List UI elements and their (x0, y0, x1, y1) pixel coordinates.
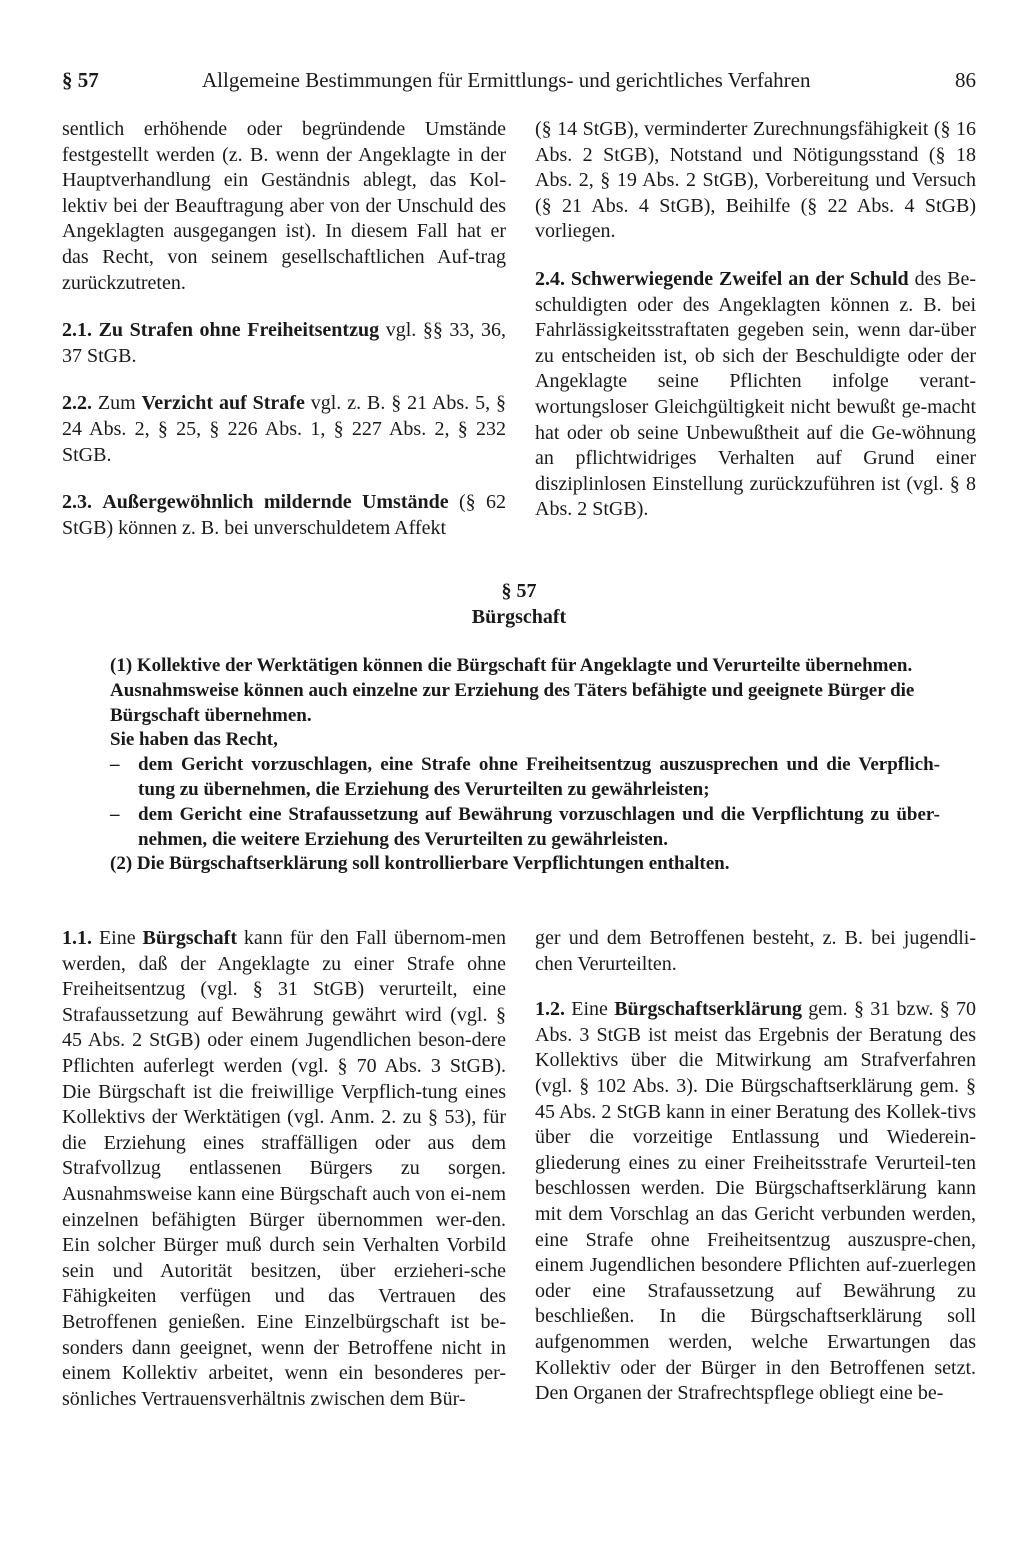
note-text: kann für den Fall übernom-men werden, daß der Angeklagte zu einer Strafe ohne Freiheitsentzug (vgl. § 31 StGB) verurteilt, eine Strafaussetzung auf Bewährung gewährt wird (vgl. § 45 Abs. 2 StGB) oder einem Jugendlichen beson-dere Pflichten auferlegt werden (vgl. § 70 Abs. 3 StGB). Die Bürgschaft ist die freiwillige Verpflich-tung eines Kollektivs der Werktätigen (vgl. Anm. 2. zu § 53), für die Erziehung eines straffälligen oder aus dem Strafvollzug entlassenen Bürgers zu sorgen. Ausnahmsweise kann eine Bürgschaft auch von ei-nem einzelnen befähigten Bürger übernommen wer-den. Ein solcher Bürger muß durch sein Verhalten Vorbild sein und Autorität besitzen, über erzieheri-sche Fähigkeiten verfügen und das Vertrauen des Betroffenen genießen. Eine Einzelbürgschaft ist be-sonders dann geeignet, wenn der Betroffene nicht in einem Kollektiv arbeitet, wenn ein besonderes per-sönliches Vertrauensverhältnis zwischen dem Bür- (62, 927, 507, 1410)
note-2-3 (62, 490, 506, 541)
note-text: gem. § 31 bzw. § 70 Abs. 3 StGB ist meist das Ergebnis der Beratung des Kollektivs über die Mitwirkung am Strafverfahren (vgl. § 102 Abs. 3). Die Bürgschaftserklärung gem. § 45 Abs. 2 StGB kann in einer Beratung des Kollek-tivs über die vorzeitige Entlassung und Wiederein-gliederung eines zu einer Freiheitsstrafe Verurteil-ten beschlossen werden. Die Bürgschaftserklärung kann mit dem Vorschlag an das Gericht verbunden werden, eine Strafe ohne Freiheitsentzug auszuspre-chen, einem Jugendlichen besondere Pflichten auf-zuerlegen oder eine Strafaussetzung auf Bewährung zu beschließen. In die Bürgschaftserklärung soll aufgenommen werden, welche Erwartungen das Kollektiv oder der Bürger in den Betroffenen setzt. Den Organen der Strafrechtspflege obliegt eine be- (535, 998, 977, 1405)
note-text: Eine (98, 927, 136, 949)
note-number: 1.1. (62, 927, 92, 949)
law-list-item (110, 803, 940, 853)
note-2-1 (62, 318, 506, 369)
note-keyword: Verzicht auf Strafe (141, 392, 305, 415)
law-heading (62, 578, 976, 630)
dash-bullet: – (110, 754, 120, 776)
law-sentence: Sie haben das Recht, (110, 729, 278, 751)
law-title: Bürgschaft (471, 606, 567, 628)
column-bottom-left (62, 926, 506, 1412)
note-keyword: Schwerwiegende Zweifel an der Schuld (570, 267, 909, 290)
header-section: § 57 (62, 68, 99, 92)
law-list-item (110, 753, 940, 803)
note-keyword: Bürgschaftserklärung (614, 998, 802, 1021)
dash-bullet: – (110, 803, 120, 825)
note-number: 2.1. (62, 319, 92, 342)
law-paragraph-2: (2) Die Bürgschaftserklärung soll kontrollierbare Verpflichtungen enthalten. (110, 853, 730, 875)
note-text: vgl. z. B. § 21 Abs. 5, § 24 Abs. 2, § 25, § 226 Abs. 1, § 227 Abs. 2, § 232 StGB. (62, 392, 506, 466)
list-item-text: dem Gericht vorzuschlagen, eine Strafe ohne Freiheitsentzug auszusprechen und die Verpflich-tung zu übernehmen, die Erziehung des Verurteilten zu gewährleisten; (138, 754, 940, 800)
law-text (110, 654, 940, 877)
note-text: Zum (97, 392, 136, 415)
column-top-left (62, 117, 506, 541)
paragraph: sentlich erhöhende oder begründende Umstände festgestellt werden (z. B. wenn der Angeklagte in der Hauptverhandlung ein Geständnis ablegt, das Kol-lektiv bei der Beauftragung aber von der Unschuld des Angeklagten ausgegangen ist). In diesem Fall hat er das Recht, von seinem gesellschaftlichen Auf-trag zurückzutreten. (62, 118, 506, 294)
note-keyword: Außergewöhnlich mildernde Umstände (102, 491, 449, 514)
note-number: 2.2. (62, 392, 92, 415)
law-paragraph-1: (1) Kollektive der Werktätigen können die Bürgschaft für Angeklagte und Verurteilte übernehmen. (110, 655, 913, 676)
paragraph: (§ 14 StGB), verminderter Zurechnungsfähigkeit (§ 16 Abs. 2 StGB), Notstand und Nötigungsstand (§ 18 Abs. 2, § 19 Abs. 2 StGB), Vorbereitung und Versuch (§ 21 Abs. 4 StGB), Beihilfe (§ 22 Abs. 4 StGB) vorliegen. (535, 118, 976, 243)
note-text: des Be-schuldigten oder des Angeklagten können z. B. bei Fahrlässigkeitsstraftaten gegeben sein, wenn dar-über zu entscheiden ist, ob sich der Beschuldigte oder der Angeklagte seine Pflichten infolge verant-wortungsloser Gleichgültigkeit nicht bewußt ge-macht hat oder ob seine Unbewußtheit auf die Ge-wöhnung an pflichtwidriges Verhalten auf Grund einer disziplinlosen Einstellung zurückzuführen ist (vgl. § 8 Abs. 2 StGB). (535, 267, 977, 521)
note-number: 2.3. (62, 491, 92, 514)
list-item-text: dem Gericht eine Strafaussetzung auf Bewährung vorzuschlagen und die Verpflichtung zu über-nehmen, die weitere Erziehung des Verurteilten zu gewährleisten. (138, 803, 940, 850)
header-title: Allgemeine Bestimmungen für Ermittlungs- und gerichtliches Verfahren (202, 68, 811, 92)
note-2-4 (535, 267, 976, 523)
law-section: § 57 (501, 580, 537, 602)
note-1-1 (62, 926, 506, 1412)
note-text: Eine (571, 998, 608, 1021)
note-1-2 (535, 997, 976, 1407)
paragraph: ger und dem Betroffenen besteht, z. B. bei jugendli-chen Verurteilten. (535, 927, 976, 975)
law-sentence: Ausnahmsweise können auch einzelne zur Erziehung des Täters befähigte und geeignete Bürger die Bürgschaft übernehmen. (110, 679, 915, 726)
column-bottom-right (535, 926, 976, 1407)
note-keyword: Zu Strafen ohne Freiheitsentzug (98, 319, 380, 342)
note-text: (§ 62 StGB) können z. B. bei unverschuldetem Affekt (62, 491, 507, 539)
note-number: 1.2. (535, 998, 565, 1021)
note-keyword: Bürgschaft (142, 927, 237, 949)
note-2-2 (62, 391, 506, 468)
page-number: 86 (955, 68, 976, 92)
note-text: vgl. §§ 33, 36, 37 StGB. (62, 319, 507, 367)
column-top-right (535, 117, 976, 523)
note-number: 2.4. (535, 267, 565, 290)
